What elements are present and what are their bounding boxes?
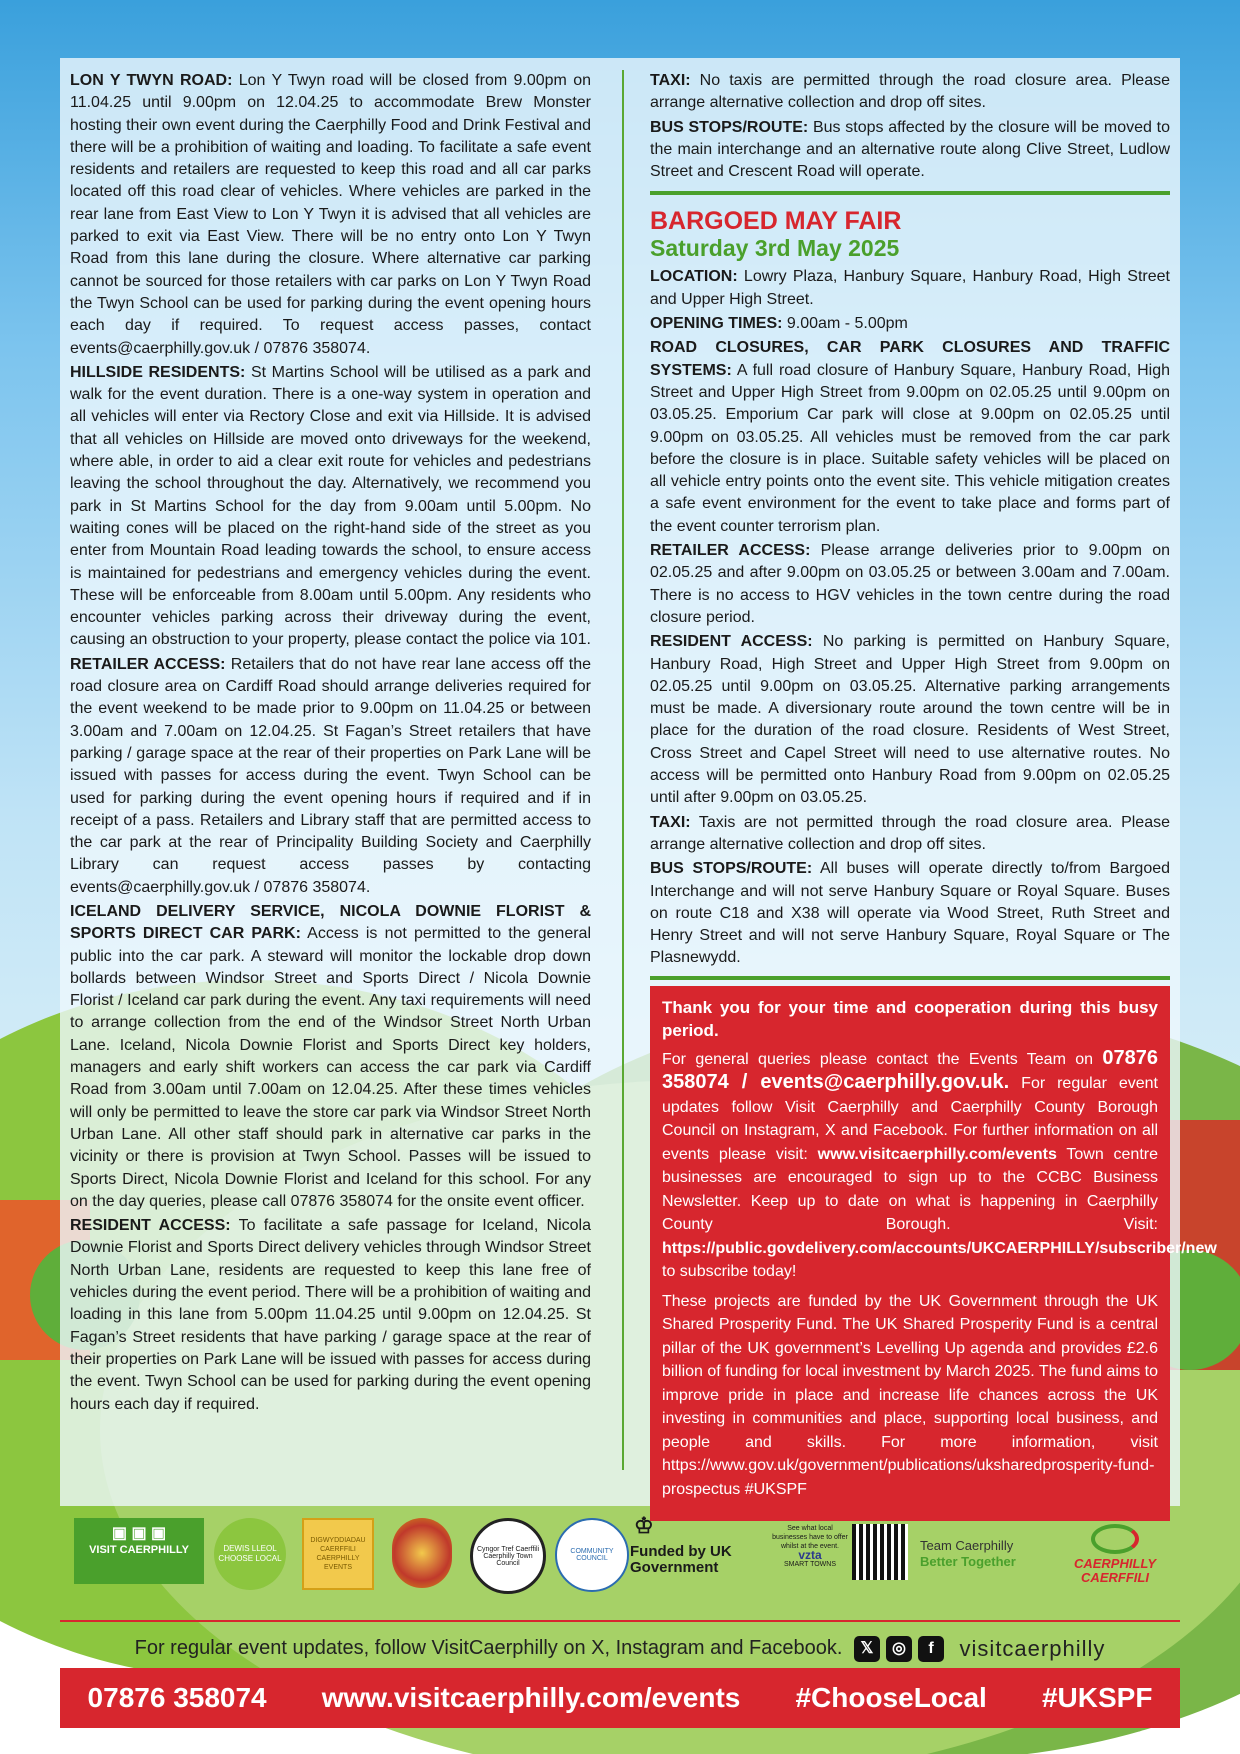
notice-text: Access is not permitted to the general public into the car park. A steward will monitor the lockable drop down bollards between Windsor Street and Sports Direct / Nicola Downie Florist / Iceland car park during the event. Any taxi requirements will need to arrange collection from the end of the Windsor Street North Urban Lane. Iceland, Nicola Downie Florist and Sports Direct key holders, managers and early shift workers can access the car park via Cardiff Road from 3.00am until 7.00am on 12.04.25. After these times vehicles will only be permitted to leave the store car park via Windsor Street North Urban Lane. All other staff should park in alternative car parks in the vicinity or there is provision at Twyn School. Passes will be issued to Sports Direct, Nicola Downie Florist and Iceland for this school. For any on the day queries, please call 07876 358074 for the onsite event officer. — [70, 925, 592, 1210]
logo-text: CAERFFILI — [1081, 1570, 1149, 1585]
notice-text: All buses will operate directly to/from Bargoed Interchange and will not serve Hanbury Square or Royal Square. Buses on route C18 and X38 will operate via Wood Street, Ruth Street and Henry Street and will not serve Hanbury Square, Royal Square or The Plasnewydd. — [650, 860, 1171, 967]
notice-text: St Martins School will be utilised as a park and walk for the event duration. There is a one-way system in operation and all vehicles will enter via Rectory Close and exit via Hillside. It is advised that all vehicles on Hillside are moved onto driveways for the weekend, where able, in order to aid a clear exit route for vehicles and pedestrians leaving the school throughout the day. Alternatively, we recommend you park in St Martins School for the day from 9.00am until 5.00pm. No waiting cones will be placed on the right-hand side of the street as you enter from Mountain Road leading towards the school, to ensure access is maintained for pedestrians and emergency vehicles during the event. These will be enforceable from 8.00am until 5.00pm. Any residents who encounter vehicles parking across their driveway during the event, causing an obstruction to your property, please contact the police via 101. — [70, 363, 591, 649]
bar-hashtag-choose-local: #ChooseLocal — [795, 1682, 987, 1713]
events-link[interactable]: www.visitcaerphilly.com/events — [817, 1145, 1057, 1163]
visit-caerphilly-logo — [74, 1518, 204, 1584]
team-caerphilly-logo — [920, 1518, 1040, 1570]
contact-phone-email[interactable]: 07876 358074 / events@caerphilly.gov.uk. — [662, 1046, 1159, 1094]
notice-iceland-car-park — [70, 901, 591, 1213]
vzta-logo — [770, 1518, 850, 1569]
contact-text: Town centre businesses are encouraged to sign up to the CCBC Business Newsletter. Keep up to date on what is happening in Caerphilly County Borough. Visit: — [662, 1145, 1159, 1234]
notice-text: Lon Y Twyn road will be closed from 9.00pm on 11.04.25 until 9.00pm on 12.04.25 to accommodate Brew Monster hosting their own event during the Caerphilly Food and Drink Festival and there will be a prohibition of waiting and loading. To facilitate a safe event residents and retailers are requested to keep this road and all car parks located off this road clear of vehicles. Where vehicles are parked in the rear lane from East View to Lon Y Twyn it is advised that all vehicles are parked to exit via East View. There will be no entry onto Lon Y Twyn Road from this lane during the closure. Where alternative car parking cannot be sourced for those retailers with car parks on Lon Y Twyn Road the Twyn School can be used for parking during the event opening hours each day if required. To request access passes, contact events@caerphilly.gov.uk / 07876 358074. — [70, 72, 592, 357]
section-rule — [650, 976, 1170, 980]
bar-phone[interactable]: 07876 358074 — [87, 1682, 267, 1713]
contact-bar — [60, 1668, 1180, 1728]
notice-text: Lowry Plaza, Hanbury Square, Hanbury Road, High Street and Upper High Street. — [650, 268, 1170, 308]
logo-text: VISIT CAERPHILLY — [89, 1544, 189, 1556]
logo-text: Better Together — [920, 1554, 1016, 1569]
thank-you-heading: Thank you for your time and cooperation during this busy period. — [662, 997, 1158, 1041]
logo-text: Team Caerphilly — [920, 1538, 1014, 1553]
notice-label: RESIDENT ACCESS: — [70, 1217, 231, 1235]
uk-government-logo — [630, 1513, 760, 1588]
swoosh-icon — [1091, 1524, 1139, 1554]
fair-resident-access — [650, 631, 1170, 809]
logo-text: vzta — [798, 1548, 822, 1562]
contact-text: For general queries please contact the Events Team on — [662, 1050, 1094, 1068]
notice-lon-y-twyn — [70, 70, 591, 360]
notice-text: Bus stops affected by the closure will be moved to the main interchange and an alternative route along Clive Street, Ludlow Street and Crescent Road will operate. — [650, 118, 1171, 181]
notice-label: BUS STOPS/ROUTE: — [650, 860, 813, 878]
notice-text: No taxis are permitted through the road closure area. Please arrange alternative collection and drop off sites. — [650, 72, 1170, 112]
qr-code[interactable] — [852, 1524, 908, 1580]
notice-taxi — [650, 70, 1170, 115]
notice-hillside — [70, 362, 591, 652]
notice-text: 9.00am - 5.00pm — [786, 315, 908, 333]
notice-label: TAXI: — [650, 72, 691, 89]
notice-label: OPENING TIMES: — [650, 315, 783, 333]
visit-caerphilly-icons: ▣ ▣ ▣ — [111, 1525, 167, 1542]
notice-label: LON Y TWYN ROAD: — [70, 72, 233, 89]
column-divider — [622, 70, 624, 1470]
logo-text: CAERPHILLY — [1073, 1556, 1157, 1571]
instagram-icon[interactable]: ◎ — [886, 1636, 912, 1662]
follow-text: For regular event updates, follow VisitCaerphilly on X, Instagram and Facebook. — [134, 1637, 843, 1659]
logo-text: DEWIS LLEOL CHOOSE LOCAL — [218, 1544, 282, 1563]
section-rule — [650, 191, 1170, 195]
fair-opening-times — [650, 313, 1170, 335]
right-column — [650, 70, 1217, 1521]
newsletter-link[interactable]: https://public.govdelivery.com/accounts/UKCAERPHILLY/subscriber/new — [662, 1239, 1217, 1257]
notice-retailer-access — [70, 654, 591, 899]
notice-label: ICELAND DELIVERY SERVICE, NICOLA DOWNIE FLORIST & SPORTS DIRECT CAR PARK: — [70, 902, 591, 943]
notice-label: RESIDENT ACCESS: — [650, 633, 813, 651]
bar-hashtag-ukspf: #UKSPF — [1041, 1682, 1153, 1713]
notice-label: RETAILER ACCESS: — [70, 655, 226, 673]
fair-title: BARGOED MAY FAIR — [650, 207, 902, 236]
fair-retailer-access — [650, 540, 1170, 629]
facebook-icon[interactable]: f — [918, 1636, 944, 1662]
notice-resident-access — [70, 1215, 591, 1416]
left-column — [70, 70, 591, 1418]
crown-icon: ♔ — [634, 1513, 654, 1538]
crest-logo — [392, 1518, 452, 1588]
footer-rule — [60, 1620, 1180, 1622]
fair-date: Saturday 3rd May 2025 — [650, 235, 900, 262]
social-handle[interactable]: visitcaerphilly — [959, 1635, 1106, 1661]
contact-text: For regular event updates follow Visit Caerphilly and Caerphilly County Borough Council on Instagram, X and Facebook. For further information on all events please visit: — [662, 1075, 1158, 1163]
logo-text: COMMUNITY COUNCIL — [570, 1548, 614, 1562]
notice-label: LOCATION: — [650, 268, 738, 286]
fair-bus — [650, 858, 1170, 969]
bar-website[interactable]: www.visitcaerphilly.com/events — [321, 1682, 741, 1713]
funding-paragraph: These projects are funded by the UK Government through the UK Shared Prosperity Fund. The UK Shared Prosperity Fund is a central pillar of the UK government’s Levelling Up agenda and provides £2.6 billion of funding for local investment by March 2025. The fund aims to improve pride in place and increase life chances across the UK investing in communities and place, supporting local business, and people and skills. For more information, visit https://www.gov.uk/government/publications/uksharedprosperity-fund-prospectus #UKSPF — [662, 1292, 1158, 1498]
caerphilly-events-logo — [302, 1518, 374, 1590]
notice-label: TAXI: — [650, 813, 691, 831]
notice-label: BUS STOPS/ROUTE: — [650, 118, 809, 136]
logo-text: Cyngor Tref Caerffili Caerphilly Town Council — [476, 1545, 540, 1567]
notice-label: HILLSIDE RESIDENTS: — [70, 363, 246, 381]
fair-road-closures — [650, 337, 1170, 538]
town-council-logo — [470, 1518, 546, 1594]
notice-text: A full road closure of Hanbury Square, Hanbury Road, High Street and Upper High Street from 9.00pm on 02.05.25 until 9.00pm on 03.05.25. Emporium Car park will close at 9.00pm on 02.05.25 until 9.00pm on 03.05.25. All vehicles must be removed from the car park before the closure is in place. Suitable safety vehicles will be placed on all vehicle entry points onto the event site. This vehicle mitigation creates a safe event environment for the event to take place and forms part of the event counter terrorism plan. — [650, 361, 1170, 535]
x-icon[interactable]: 𝕏 — [854, 1636, 880, 1662]
thank-you-box — [650, 986, 1217, 1522]
sponsor-logos — [70, 1513, 1180, 1594]
notice-text: Taxis are not permitted through the road closure area. Please arrange alternative collection and drop off sites. — [650, 813, 1170, 853]
community-council-logo — [555, 1518, 629, 1592]
contact-paragraph — [662, 1046, 1217, 1284]
contact-text: to subscribe today! — [662, 1263, 797, 1281]
notice-text: Please arrange deliveries prior to 9.00pm on 02.05.25 and after 9.00pm on 03.05.25 or between 3.00am and 7.00am. There is no access to HGV vehicles in the town centre during the road closure period. — [650, 542, 1171, 626]
notice-bus — [650, 117, 1170, 184]
choose-local-logo — [214, 1518, 286, 1590]
notice-text: Retailers that do not have rear lane access off the road closure area on Cardiff Road should arrange deliveries required for the event weekend to be made prior to 9.00pm on 11.04.25 or between 3.00am and 7.00am on 12.04.25. St Fagan’s Street retailers that have parking / garage space at the rear of their properties on Park Lane will be issued with passes for access during the event. Twyn School can be used for parking during the event opening hours if required and if in receipt of a pass. Retailers and Library staff that are permitted access to the car park at the rear of Principality Building Society and Caerphilly Library can request access passes by contacting events@caerphilly.gov.uk / 07876 358074. — [70, 655, 592, 896]
logo-text: Funded by UK Government — [630, 1543, 732, 1576]
logo-text: See what local businesses have to offer whilst at the event. — [772, 1525, 848, 1550]
fair-taxi — [650, 812, 1170, 857]
notice-text: No parking is permitted on Hanbury Square, Hanbury Road, High Street and Upper High Street from 9.00pm on 02.05.25 until 9.00pm on 03.05.25. Alternative parking arrangements must be made. A diversionary route around the town centre will be in place for the duration of the road closure. Residents of West Street, Cross Street and Capel Street will need to use alternative routes. No access will be permitted onto Hanbury Road from 9.00pm on 02.05.25 until after 9.00pm on 03.05.25. — [650, 633, 1170, 807]
notice-label: ROAD CLOSURES, CAR PARK CLOSURES AND TRAFFIC SYSTEMS: — [650, 339, 1170, 379]
follow-line — [60, 1630, 1180, 1666]
logo-text: SMART TOWNS — [784, 1561, 836, 1568]
logo-text: DIGWYDDIADAU CAERFFILI CAERPHILLY EVENTS — [310, 1537, 366, 1571]
ccbc-logo — [1045, 1524, 1185, 1585]
notice-text: To facilitate a safe passage for Iceland, Nicola Downie Florist and Sports Direct delivery vehicles through Windsor Street North Urban Lane, residents are requested to keep this lane free of vehicles during the event period. There will be a prohibition of waiting and loading in this lane from 5.00pm 11.04.25 until 9.00pm on 12.04.25. St Fagan’s Street residents that have parking / garage space at the rear of their properties on Park Lane will be issued with passes for access during the event. Twyn School can be used for parking during the event opening hours each day if required. — [70, 1217, 592, 1413]
fair-location — [650, 266, 1170, 311]
notice-label: RETAILER ACCESS: — [650, 542, 811, 560]
